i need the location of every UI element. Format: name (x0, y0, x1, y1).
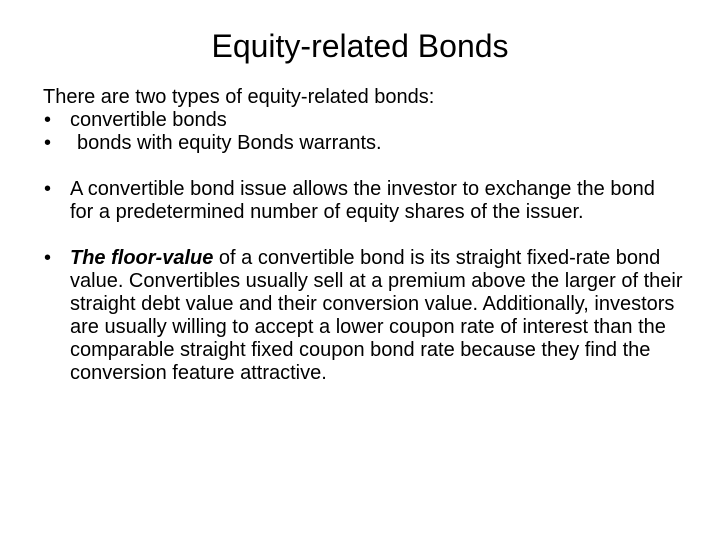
slide-title: Equity-related Bonds (211, 28, 509, 64)
point-floor-value (43, 247, 683, 385)
intro-text: There are two types of equity-related bonds: (43, 86, 435, 108)
spacer (43, 224, 683, 247)
type-label: convertible bonds (70, 109, 227, 131)
bullet-dot: • (44, 178, 52, 200)
bullet-dot: • (44, 247, 52, 269)
type-item-warrants (43, 132, 683, 155)
type-label: bonds with equity Bonds warrants. (77, 132, 382, 154)
slide-body (43, 86, 683, 385)
spacer (43, 155, 683, 178)
point-convertible-issue (43, 178, 683, 224)
point-text (70, 247, 683, 384)
floor-value-description: of a convertible bond is its straight fixed-rate bond value. Convertibles usually sell at a premium above the larger of their straight debt value and their conversion value. Additionally, investors are usually willing to accept a lower coupon rate of interest than the comparable straight fixed coupon bond rate because they find the conversion feature attractive. (70, 247, 683, 384)
bullet-dot: • (44, 132, 52, 154)
type-item-convertible (43, 109, 683, 132)
point-text: A convertible bond issue allows the investor to exchange the bond for a predetermined number of equity shares of the issuer. (70, 178, 655, 223)
bullet-dot: • (44, 109, 52, 131)
floor-value-term: The floor-value (70, 247, 214, 269)
